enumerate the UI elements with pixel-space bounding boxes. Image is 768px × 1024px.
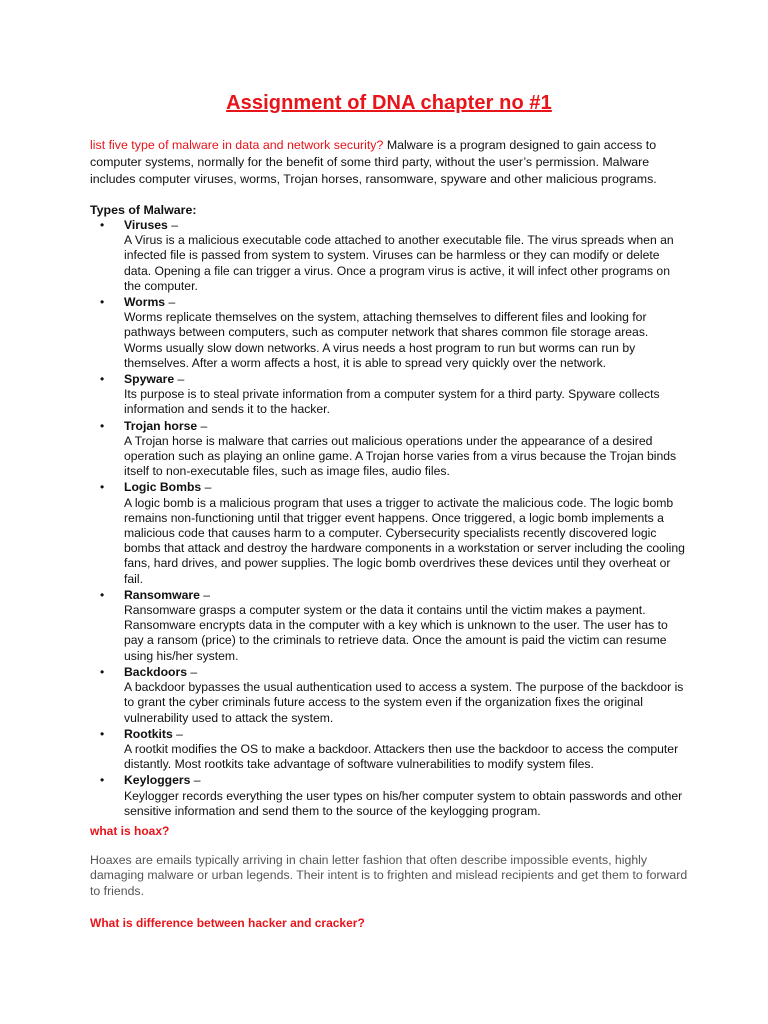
list-item xyxy=(90,480,688,586)
malware-list xyxy=(90,218,688,819)
bullet-icon: • xyxy=(100,218,105,232)
intro-answer: Malware is a program designed to gain access to computer systems, normally for the benefit of some third party, without the user’s permission. Malware includes computer viruses, worms, Trojan horses, ransomware, spyware and other malicious programs. xyxy=(90,138,657,186)
item-description: Ransomware grasps a computer system or the data it contains until the victim makes a payment. Ransomware encrypts data in the computer with a key which is unknown to the user. The user has to pay a ransom (price) to the criminals to retrieve data. Once the amount is paid the victim can resume using his/her system. xyxy=(124,603,668,663)
item-name: Ransomware xyxy=(124,587,200,602)
hacker-cracker-question: What is difference between hacker and cracker? xyxy=(90,916,365,931)
item-dash: – xyxy=(172,726,183,741)
item-description: Keylogger records everything the user types on his/her computer system to obtain passwords and other sensitive information and send them to the source of the keylogging program. xyxy=(124,788,683,818)
item-description: A backdoor bypasses the usual authentication used to access a system. The purpose of the backdoor is to grant the cyber criminals future access to the system even if the organization fixes the original vulnerability used to attack the system. xyxy=(124,680,684,725)
item-name: Keyloggers xyxy=(124,773,191,788)
list-item xyxy=(90,372,688,418)
item-dash: – xyxy=(167,218,178,232)
page-title: Assignment of DNA chapter no #1 xyxy=(226,92,552,114)
item-dash: – xyxy=(187,664,198,679)
item-name: Trojan horse xyxy=(124,418,198,433)
bullet-icon: • xyxy=(100,372,105,387)
item-name: Backdoors xyxy=(124,664,187,679)
item-description: A logic bomb is a malicious program that uses a trigger to activate the malicious code. The logic bomb remains non-functioning until that trigger event happens. Once triggered, a logic bomb implements a malicious code that causes harm to a computer. Cybersecurity specialists recently discovered logic bombs that attack and destroy the hardware components in a workstation or server including the cooling fans, hard drives, and power supplies. The logic bomb overdrives these devices until they overheat or fail. xyxy=(124,495,685,586)
item-name: Spyware xyxy=(124,372,175,387)
bullet-icon: • xyxy=(100,726,105,741)
list-item xyxy=(90,773,688,819)
item-dash: – xyxy=(199,587,211,602)
intro-paragraph xyxy=(90,137,688,188)
item-description: A Virus is a malicious executable code attached to another executable file. The virus spreads when an infected file is passed from system to system. Viruses can be harmless or they can modify or delete data. Opening a file can trigger a virus. Once a program virus is active, it will infect other programs on the computer. xyxy=(124,233,674,293)
item-dash: – xyxy=(197,418,208,433)
list-item xyxy=(90,295,688,371)
item-name: Viruses xyxy=(124,218,168,232)
item-dash: – xyxy=(201,480,212,495)
types-heading: Types of Malware: xyxy=(90,203,197,217)
item-description: Worms replicate themselves on the system, attaching themselves to different files and looking for pathways between computers, such as computer network that shares common file storage areas. Worms usually slow down networks. A virus needs a host program to run but worms can run by themselves. After a worm affects a host, it is able to spread very quickly over the network. xyxy=(124,310,649,370)
hoax-question: what is hoax? xyxy=(90,823,170,838)
list-item xyxy=(90,218,688,294)
item-name: Logic Bombs xyxy=(124,480,202,495)
list-item xyxy=(90,419,688,480)
bullet-icon: • xyxy=(100,587,105,602)
bullet-icon: • xyxy=(100,418,105,433)
item-description: A Trojan horse is malware that carries out malicious operations under the appearance of a desired operation such as playing an online game. A Trojan horse varies from a virus because the Trojan binds itself to non-executable files, such as image files, audio files. xyxy=(124,433,677,479)
bullet-icon: • xyxy=(100,773,105,788)
item-dash: – xyxy=(174,372,185,387)
list-item xyxy=(90,727,688,773)
bullet-icon: • xyxy=(100,295,105,310)
list-item xyxy=(90,665,688,726)
item-dash: – xyxy=(190,773,201,788)
intro-question: list five type of malware in data and network security? xyxy=(90,138,384,152)
bullet-icon: • xyxy=(100,480,105,495)
hoax-answer: Hoaxes are emails typically arriving in chain letter fashion that often describe impossible events, highly damaging malware or urban legends. Their intent is to frighten and mislead recipients and get them to forward to friends. xyxy=(90,852,688,898)
item-description: Its purpose is to steal private information from a computer system for a third party. Spyware collects information and sends it to the hacker. xyxy=(124,387,660,417)
bullet-icon: • xyxy=(100,664,105,679)
item-dash: – xyxy=(165,295,176,310)
list-item xyxy=(90,588,688,664)
item-description: A rootkit modifies the OS to make a backdoor. Attackers then use the backdoor to access the computer distantly. Most rootkits take advantage of software vulnerabilities to modify system files. xyxy=(124,741,679,772)
item-name: Worms xyxy=(124,295,166,310)
item-name: Rootkits xyxy=(124,726,173,741)
